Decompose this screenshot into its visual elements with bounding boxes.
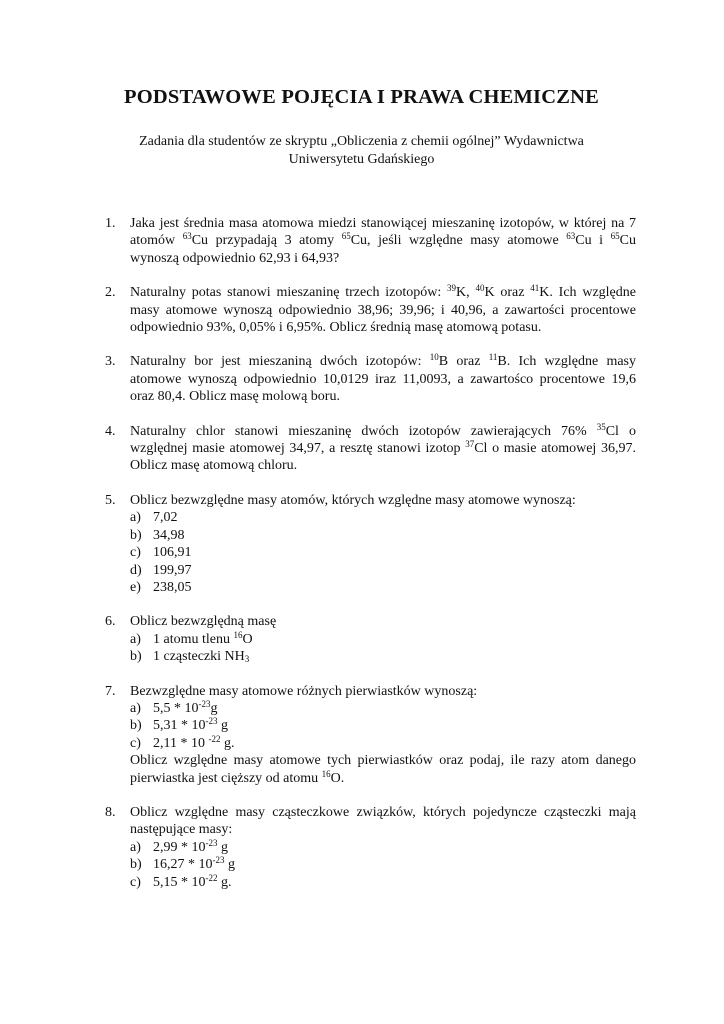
option-item: b) 1 cząsteczki $NH_3$ (130, 649, 250, 665)
task-4 (105, 423, 636, 475)
task-number: 4. (105, 423, 116, 439)
task-text: Naturalny chlor stanowi mieszaninę dwóch izotopów zawierających 76% $^{35}$Cl o względnej masie atomowej 34,97, a resztę stanowi izotop $^{37}$Cl o masie atomowej 36,97. Oblicz masę atomową chloru. (130, 421, 636, 474)
task-text: Bezwzględne masy atomowe różnych pierwiastków wynoszą: (130, 683, 478, 699)
option-list (130, 509, 636, 596)
option-item: c) 2,11 * 10 $^{-22}$ g. (130, 733, 235, 751)
task-text: Jaka jest średnia masa atomowa miedzi stanowiącej mieszaninę izotopów, w której na 7 atomów $^{63}$Cu przypadają 3 atomy $^{65}$Cu, jeśli względne masy atomowe $^{63}$Cu i $^{65}$Cu wynoszą odpowiednio 62,93 i 64,93? (130, 216, 636, 266)
task-2 (105, 284, 636, 336)
task-number: 2. (105, 285, 116, 301)
option-list (130, 631, 636, 666)
option-list (130, 700, 636, 752)
option-item: b) $16,27 * 10^{-23}$ g (130, 855, 235, 873)
task-number: 6. (105, 614, 116, 630)
task-8 (105, 804, 636, 891)
task-text: Oblicz bezwzględną masę (130, 614, 277, 630)
task-1 (105, 215, 636, 267)
task-list (105, 215, 636, 891)
option-item: a) 7,02 (130, 510, 178, 526)
task-6 (105, 613, 636, 665)
task-text: Naturalny potas stanowi mieszaninę trzech izotopów: $^{39}$K, $^{40}$K oraz $^{41}$K. Ich względne masy atomowe wynoszą odpowiednio 38,96; 39,96; i 40,96, a zawartości procentowe odpowiednio 93%, 0,05% i 6,95%. Oblicz średnią masę atomową potasu. (130, 283, 636, 336)
task-text: Oblicz bezwzględne masy atomów, których względne masy atomowe wynoszą: (130, 492, 576, 508)
task-number: 5. (105, 492, 116, 508)
option-item: a) $2,99 * 10^{-23}$ g (130, 837, 228, 855)
document-subtitle (96, 133, 627, 169)
option-item: d) 199,97 (130, 562, 192, 578)
option-item: a) 1 atomu tlenu $^{16}$O (130, 629, 253, 647)
option-item: c) $5,15 * 10^{-22}$ g. (130, 872, 232, 890)
document-title: PODSTAWOWE POJĘCIA I PRAWA CHEMICZNE (124, 86, 599, 108)
subtitle-line-1: Zadania dla studentów ze skryptu „Obliczenia z chemii ogólnej” Wydawnictwa (139, 134, 584, 149)
task-number: 8. (105, 804, 116, 820)
task-number: 7. (105, 683, 116, 699)
option-item: e) 238,05 (130, 579, 192, 595)
task-number: 1. (105, 216, 116, 231)
task-number: 3. (105, 354, 116, 370)
subtitle-line-2: Uniwersytetu Gdańskiego (288, 152, 435, 167)
option-item: c) 106,91 (130, 545, 192, 561)
task-7 (105, 683, 636, 787)
option-item: b) $5,31 * 10^{-23}$ g (130, 716, 228, 734)
task-5 (105, 492, 636, 596)
task-text: Naturalny bor jest mieszaniną dwóch izotopów: $^{10}$B oraz $^{11}$B. Ich względne masy atomowe wynoszą odpowiednio 10,0129 iraz 11,0093, a zawartośco procentowe 19,6 oraz 80,4. Oblicz masę molową boru. (130, 352, 636, 405)
option-item: b) 34,98 (130, 527, 185, 543)
option-item: a) $5,5 * 10^{-23}g$ (130, 698, 218, 716)
task-3 (105, 353, 636, 405)
task-followup-text: Oblicz względne masy atomowe tych pierwiastków oraz podaj, ile razy atom danego pierwiastka jest cięższy od atomu $^{16}$O. (130, 753, 636, 786)
option-list (130, 839, 636, 891)
task-text: Oblicz względne masy cząsteczkowe związków, których pojedyncze cząsteczki mają następujące masy: (130, 804, 636, 838)
